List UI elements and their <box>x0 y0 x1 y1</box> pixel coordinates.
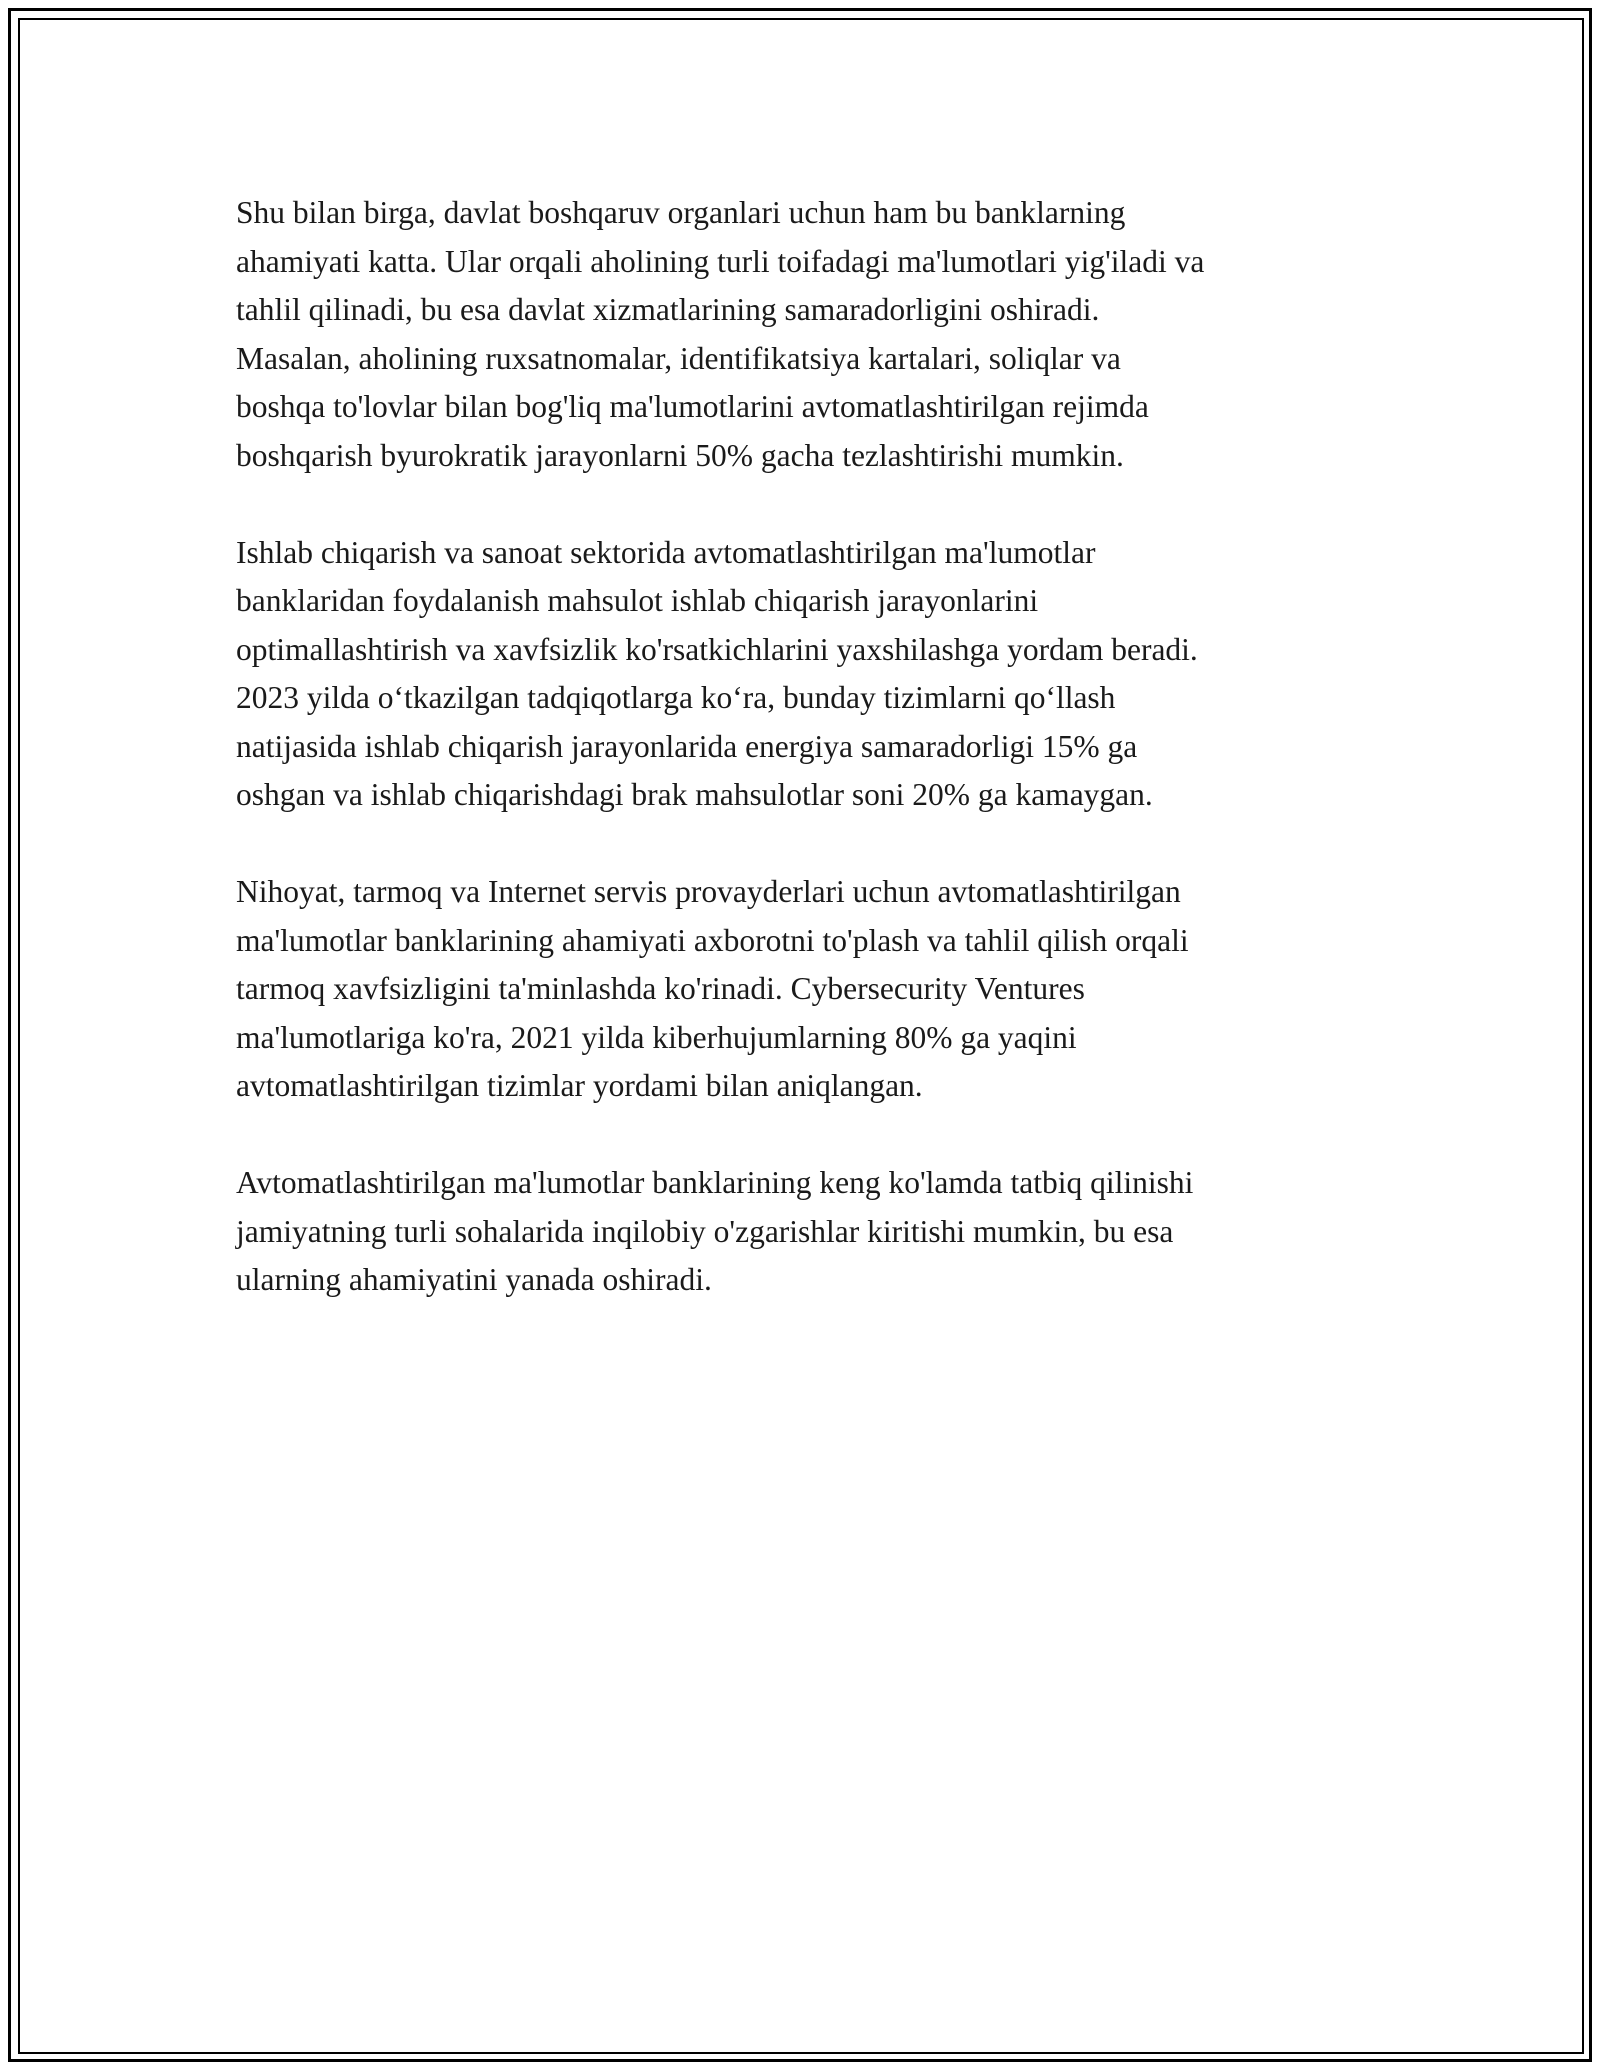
text-line: tahlil qilinadi, bu esa davlat xizmatlarining samaradorligini oshiradi. <box>236 292 1100 327</box>
text-line: Avtomatlashtirilgan ma'lumotlar banklarining keng ko'lamda tatbiq qilinishi <box>236 1165 1194 1200</box>
text-line: tarmoq xavfsizligini ta'minlashda ko'rinadi. Cybersecurity Ventures <box>236 971 1085 1006</box>
paragraph-3 <box>236 868 1376 1111</box>
text-line: avtomatlashtirilgan tizimlar yordami bilan aniqlangan. <box>236 1068 923 1103</box>
paragraph-2 <box>236 529 1376 820</box>
text-line: jamiyatning turli sohalarida inqilobiy o'zgarishlar kiritishi mumkin, bu esa <box>236 1213 1174 1249</box>
text-line: optimallashtirish va xavfsizlik ko'rsatkichlarini yaxshilashga yordam beradi. <box>236 631 1198 667</box>
document-body <box>236 189 1376 1353</box>
text-line: Masalan, aholining ruxsatnomalar, identifikatsiya kartalari, soliqlar va <box>236 340 1121 376</box>
text-line: boshqarish byurokratik jarayonlarni 50% gacha tezlashtirishi mumkin. <box>236 437 1124 473</box>
text-line: Shu bilan birga, davlat boshqaruv organlari uchun ham bu banklarning <box>236 195 1126 230</box>
paragraph-1 <box>236 189 1376 480</box>
paragraph-4 <box>236 1159 1376 1305</box>
text-line: Nihoyat, tarmoq va Internet servis provayderlari uchun avtomatlashtirilgan <box>236 874 1181 909</box>
text-line: oshgan va ishlab chiqarishdagi brak mahsulotlar soni 20% ga kamaygan. <box>236 777 1153 812</box>
text-line: Ishlab chiqarish va sanoat sektorida avtomatlashtirilgan ma'lumotlar <box>236 534 1096 570</box>
text-line: banklaridan foydalanish mahsulot ishlab chiqarish jarayonlarini <box>236 583 1039 618</box>
text-line: boshqa to'lovlar bilan bog'liq ma'lumotlarini avtomatlashtirilgan rejimda <box>236 389 1149 424</box>
text-line: natijasida ishlab chiqarish jarayonlarida energiya samaradorligi 15% ga <box>236 728 1138 764</box>
text-line: ularning ahamiyatini yanada oshiradi. <box>236 1262 712 1297</box>
text-line: ma'lumotlariga ko'ra, 2021 yilda kiberhujumlarning 80% ga yaqini <box>236 1019 1077 1055</box>
text-line: ahamiyati katta. Ular orqali aholining turli toifadagi ma'lumotlari yig'iladi va <box>236 243 1205 279</box>
text-line: 2023 yilda o‘tkazilgan tadqiqotlarga ko‘ra, bunday tizimlarni qo‘llash <box>236 680 1116 715</box>
text-line: ma'lumotlar banklarining ahamiyati axborotni to'plash va tahlil qilish orqali <box>236 922 1189 958</box>
